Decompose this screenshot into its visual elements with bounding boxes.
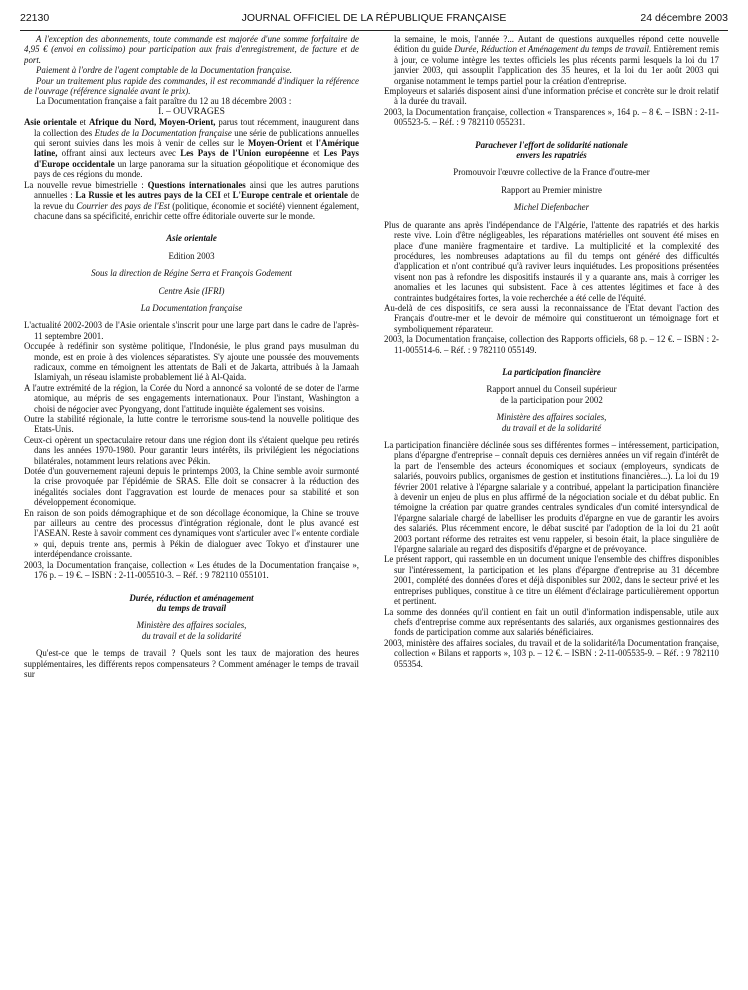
- book1-publisher: La Documentation française: [140, 302, 243, 313]
- book3-paragraph: Plus de quarante ans après l'indépendance de l'Algérie, l'attente des rapatriés et des harkis reste vive. Loin d'être négligeables, les réparations matérielles ont souvent été mises en place d'une manière fragmentaire et tardive. La multiplicité et la complexité des procédures, les nombreuses adaptations au fil du temps ont généré des difficultés d'application et n'ont contribué qu'à raviver leurs inquiétudes. Les propositions présentées visent non pas à refondre les dispositifs instaurés il y a quarante ans, mais à corriger les anomalies et les lacunes qui subsistent. Face à ces attentes légitimes et face à des contraintes budgétaires fortes, la voie recherchée a été celle de l'équité.: [384, 219, 719, 303]
- payment-note: Paiement à l'ordre de l'agent comptable de la Documentation française.: [36, 65, 293, 76]
- book1-paragraph: A l'autre extrémité de la région, la Corée du Nord a annoncé sa volonté de se doter de l'arme atomique, au mépris de ses engagements internationaux. Pour l'instant, Washington a choisi de négocier avec Pyongyang, dont l'attitude inquiète également ses voisins.: [24, 382, 359, 414]
- review-intro-paragraph: La nouvelle revue bimestrielle : Questions internationales ainsi que les autres parutions annuelles : La Russie et les autres pays de la CEI et L'Europe centrale et orientale de la revue du Courrier des pays de l'Est (politique, économie et société) viennent également, chacune dans sa spécificité, enrichir cette offre éditoriale ouverte sur le monde.: [24, 179, 359, 221]
- book4-paragraph: La somme des données qu'il contient en fait un outil d'information indispensable, utile aux chefs d'entreprise comme aux représentants des salariés, aux organismes gestionnaires des fonds de participation comme aux salariés bénéficiaires.: [384, 606, 719, 638]
- book4-reference: 2003, ministère des affaires sociales, du travail et de la solidarité/la Documentation française, collection « Bilans et rapports », 103 p. – 12 €. – ISBN : 2-11-005535-9. – Réf. : 9 782110 055354.: [384, 637, 719, 669]
- book1-paragraph: L'actualité 2002-2003 de l'Asie orientale s'inscrit pour une large part dans le cadre de l'après-11 septembre 2001.: [24, 320, 359, 341]
- book4-organisation-line2: du travail et de la solidarité: [501, 422, 602, 433]
- book1-organisation: Centre Asie (IFRI): [158, 285, 225, 296]
- page-header: [20, 6, 728, 31]
- section-title-ouvrages: I. – OUVRAGES: [158, 106, 225, 117]
- book3-reference: 2003, la Documentation française, collection des Rapports officiels, 68 p. – 12 €. – ISBN : 2-11-005514-6. – Réf. : 9 782110 055149.: [384, 334, 719, 355]
- book2-title-line1: Durée, réduction et aménagement: [129, 592, 254, 603]
- book3-title-line2: envers les rapatriés: [516, 150, 587, 161]
- book2-paragraph: Employeurs et salariés disposent ainsi d'une information précise et concrète sur le droit relatif à la durée du travail.: [384, 86, 719, 107]
- book4-paragraph: Le présent rapport, qui rassemble en un document unique l'ensemble des chiffres disponibles sur l'intéressement, la participation et les plans d'épargne d'entreprise au 31 décembre 2001, complété des données d'ores et déjà disponibles sur 2002, dans le secteur privé et les entreprises publiques, constitue à ce titre un élément d'éclairage particulièrement opportun et pertinent.: [384, 554, 719, 607]
- book1-reference: 2003, la Documentation française, collection « Les études de la Documentation française », 176 p. – 19 €. – ISBN : 2-11-005510-3. – Réf. : 9 782110 055101.: [24, 559, 359, 581]
- book1-edition: Edition 2003: [168, 250, 215, 261]
- book3-subtitle: Promouvoir l'œuvre collective de la France d'outre-mer: [453, 167, 650, 178]
- journal-title: JOURNAL OFFICIEL DE LA RÉPUBLIQUE FRANÇAISE: [241, 12, 507, 24]
- book4-subtitle-line2: de la participation pour 2002: [500, 394, 603, 405]
- book2-paragraph-continued: la semaine, le mois, l'année ?... Autant de questions auxquelles répond cette nouvelle édition du guide Durée, Réduction et Aménagement du temps de travail. Entièrement remis à jour, ce volume intègre les textes officiels les plus récents parmi lesquels la loi du 17 janvier 2003, qui assouplit l'application des 35 heures, et la loi du 1er août 2003 qui organise notamment le temps partiel pour la création d'entreprise.: [394, 34, 719, 86]
- book1-title: Asie orientale: [166, 233, 217, 244]
- book4-organisation-line1: Ministère des affaires sociales,: [496, 412, 607, 423]
- left-column: [24, 34, 359, 984]
- order-surcharge-note: A l'exception des abonnements, toute commande est majorée d'une somme forfaitaire de 4,95 € (envoi en colissimo) pour participation aux frais d'enregistrement, de facture et de port.: [24, 34, 359, 65]
- book1-paragraph: Dotée d'un gouvernement rajeuni depuis le printemps 2003, la Chine semble avoir surmonté la crise provoquée par l'épidémie de SRAS. Elle doit se consacrer à la réduction des inégalités sociales dont l'aggravation est lourde de menaces pour sa stabilité et son développement économique.: [24, 466, 359, 508]
- book2-reference: 2003, la Documentation française, collection « Transparences », 164 p. – 8 €. – ISBN : 2-11-005523-5. – Réf. : 9 782110 055231.: [384, 106, 719, 128]
- book2-organisation-line2: du travail et de la solidarité: [141, 630, 242, 641]
- reference-advice-note: Pour un traitement plus rapide des commandes, il est recommandé d'indiquer la référence de l'ouvrage (référence signalée avant le prix).: [24, 75, 359, 97]
- book1-paragraph: En raison de son poids démographique et de son décollage économique, la Chine se trouve par ailleurs au centre des processus d'intégration régionale, dont le plus avancé est l'ASEAN. Reste à savoir comment ces dynamiques vont s'articuler avec l'« entente cordiale » qui, depuis trente ans, permis à Pékin de dialoguer avec Tokyo et d'instaurer une interdépendance croissante.: [24, 507, 359, 560]
- series-intro-paragraph: Asie orientale et Afrique du Nord, Moyen-Orient, parus tout récemment, inaugurent dans la collection des Etudes de la Documentation française une série de publications annuelles qui seront suivies dans les mois à venir de celles sur le Moyen-Orient et l'Amérique latine, offrant ainsi aux lecteurs avec Les Pays de l'Union européenne et Les Pays d'Europe occidentale un large panorama sur la situation géopolitique et économique des pays de ces régions du monde.: [24, 117, 359, 180]
- book2-organisation-line1: Ministère des affaires sociales,: [136, 620, 247, 631]
- right-column: [384, 34, 719, 984]
- book1-direction: Sous la direction de Régine Serra et François Godement: [91, 268, 292, 279]
- book2-paragraph-start: Qu'est-ce que le temps de travail ? Quels sont les taux de majoration des heures supplémentaires, les différents repos compensateurs ? Comment aménager le temps de travail sur: [24, 648, 359, 679]
- book3-author: Michel Diefenbacher: [513, 202, 590, 213]
- publication-period-note: La Documentation française a fait paraître du 12 au 18 décembre 2003 :: [36, 96, 292, 107]
- book4-title: La participation financière: [502, 366, 601, 377]
- book3-paragraph: Au-delà de ces dispositifs, ce sera aussi la reconnaissance de l'Etat devant l'action des Français d'outre-mer et le devoir de mémoire qui constitueront un témoignage fort et symboliquement réparateur.: [384, 302, 719, 334]
- page-number: 22130: [20, 12, 50, 24]
- book4-paragraph: La participation financière déclinée sous ses différentes formes – intéressement, participation, plans d'épargne d'entreprise – connaît depuis ces dernières années un vif regain d'intérêt de la part de l'ensemble des acteurs économiques et sociaux (employeurs, syndicats de salariés, pouvoirs publics, organismes de gestion et institutions financières...). La loi du 19 février 2001 relative à l'épargne salariale y a contribué, appelant la participation financière à devenir un enjeu de plus en plus affirmé de la négociation sociale et du débat public. En témoigne la création par quatre grandes centrales syndicales d'un comité intersyndical de l'épargne salariale chargé de labelliser les produits d'épargne en vue de garantir les avoirs des salariés. Plus récemment encore, le débat suscité par l'adoption de la loi du 21 août 2003 portant réforme des retraites est venu rappeler, si besoin était, la place singulière de l'épargne salariale au regard des dispositifs d'épargne et de prévoyance.: [384, 440, 719, 555]
- issue-date: 24 décembre 2003: [640, 12, 728, 24]
- book1-paragraph: Outre la stabilité régionale, la lutte contre le terrorisme sous-tend la nouvelle politique des Etats-Unis.: [24, 414, 359, 435]
- book3-title-line1: Parachever l'effort de solidarité nationale: [475, 139, 628, 150]
- book4-subtitle-line1: Rapport annuel du Conseil supérieur: [486, 384, 617, 395]
- book2-title-line2: du temps de travail: [156, 602, 227, 613]
- book1-paragraph: Occupée à redéfinir son système politique, l'Indonésie, le plus grand pays musulman du monde, est en proie à des violences séparatistes. S'y ajoute une poussée des mouvements radicaux, comme en témoignent les attentats de Bali et de Jakarta, attribués à la Jamaah Islamiyah, un réseau islamiste probablement lié à Al-Qaida.: [24, 341, 359, 383]
- book1-paragraph: Ceux-ci opèrent un spectaculaire retour dans une région dont ils s'étaient quelque peu retirés dans les années 1970-1980. Pour garantir leurs intérêts, ils privilégient les négociations bilatérales, notamment leurs relations avec Pékin.: [24, 434, 359, 466]
- book3-report-type: Rapport au Premier ministre: [501, 184, 602, 195]
